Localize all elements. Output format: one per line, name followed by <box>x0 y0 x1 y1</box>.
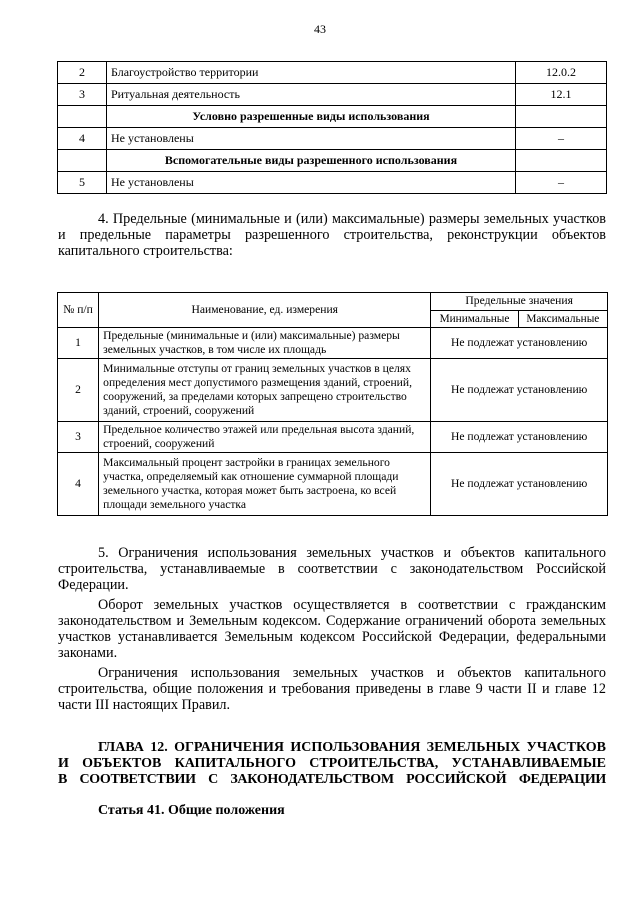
section-5-text: 5. Ограничения использования земельных участков и объектов капитального строительства, устанавливаемые в соответствии с законодательством Российской Федерации. <box>58 545 606 593</box>
article-heading: Статья 41. Общие положения <box>98 803 285 818</box>
table-row <box>58 84 607 106</box>
use-type-name: Не установлены <box>107 128 516 150</box>
parameter-value: Не подлежат установлению <box>431 328 608 359</box>
parameter-value: Не подлежат установлению <box>431 359 608 422</box>
table-row <box>58 422 608 453</box>
section-5-paragraph <box>58 545 606 593</box>
parameter-name: Минимальные отступы от границ земельных участков в целях определения мест допустимого размещения зданий, строений, сооружений, за пределами которых запрещено строительство зданий, строений, сооружений <box>99 359 431 422</box>
row-number: 1 <box>58 328 99 359</box>
empty-cell <box>58 106 107 128</box>
section-4-paragraph <box>58 211 606 259</box>
table-row <box>58 150 607 172</box>
table-row <box>58 172 607 194</box>
chapter-heading-line: В СООТВЕТСТВИИ С ЗАКОНОДАТЕЛЬСТВОМ РОССИЙСКОЙ ФЕДЕРАЦИИ <box>58 772 606 787</box>
table-row <box>58 128 607 150</box>
row-number: 4 <box>58 128 107 150</box>
restrictions-text: Ограничения использования земельных участков и объектов капитального строительства, общие положения и требования приведены в главе 9 части II и главе 12 части III настоящих Правил. <box>58 665 606 713</box>
chapter-heading-line: И ОБЪЕКТОВ КАПИТАЛЬНОГО СТРОИТЕЛЬСТВА, УСТАНАВЛИВАЕМЫЕ <box>58 756 606 771</box>
col-max-header: Максимальные <box>518 310 607 328</box>
parameter-name: Предельное количество этажей или предельная высота зданий, строений, сооружений <box>99 422 431 453</box>
land-use-types-table <box>57 61 607 194</box>
row-number: 2 <box>58 62 107 84</box>
section-4-line: объектов капитального строительства: <box>58 227 607 259</box>
restrictions-paragraph <box>58 665 606 713</box>
limit-parameters-table <box>57 292 608 516</box>
row-number: 4 <box>58 453 99 516</box>
col-name-header: Наименование, ед. измерения <box>99 293 431 328</box>
col-min-header: Минимальные <box>431 310 518 328</box>
turnover-paragraph <box>58 597 606 661</box>
table-row <box>58 62 607 84</box>
use-type-code: – <box>516 172 607 194</box>
table-header-row <box>58 293 608 311</box>
col-limits-header: Предельные значения <box>431 293 608 311</box>
turnover-text: Оборот земельных участков осуществляется в соответствии с гражданским законодательством и Земельным кодексом. Содержание ограничений оборота земельных участков устанавливается Земельным кодексом Российской Федерации, федеральными законами. <box>58 597 606 661</box>
row-number: 2 <box>58 359 99 422</box>
parameter-name: Максимальный процент застройки в границах земельного участка, определяемый как отношение суммарной площади земельного участка, которая может быть застроена, ко всей площади земельного участка <box>99 453 431 516</box>
section-4-line: 4. Предельные (минимальные и (или) максимальные) размеры земельных <box>98 211 549 227</box>
chapter-heading-line: ГЛАВА 12. ОГРАНИЧЕНИЯ ИСПОЛЬЗОВАНИЯ ЗЕМЕЛЬНЫХ УЧАСТКОВ <box>98 740 606 755</box>
table-row <box>58 106 607 128</box>
conditional-uses-header: Условно разрешенные виды использования <box>107 106 516 128</box>
use-type-name: Ритуальная деятельность <box>107 84 516 106</box>
parameter-name: Предельные (минимальные и (или) максимальные) размеры земельных участков, в том числе их площадь <box>99 328 431 359</box>
table-row <box>58 359 608 422</box>
section-4-line: участков и предельные параметры разрешенного строительства, реконструкции <box>58 211 606 243</box>
table-row <box>58 328 608 359</box>
use-type-code: – <box>516 128 607 150</box>
empty-cell <box>516 150 607 172</box>
use-type-name: Благоустройство территории <box>107 62 516 84</box>
empty-cell <box>516 106 607 128</box>
page-number: 43 <box>314 22 326 36</box>
parameter-value: Не подлежат установлению <box>431 453 608 516</box>
chapter-heading <box>58 740 606 788</box>
parameter-value: Не подлежат установлению <box>431 422 608 453</box>
row-number: 3 <box>58 84 107 106</box>
use-type-code: 12.0.2 <box>516 62 607 84</box>
row-number: 5 <box>58 172 107 194</box>
use-type-code: 12.1 <box>516 84 607 106</box>
use-type-name: Не установлены <box>107 172 516 194</box>
table-row <box>58 453 608 516</box>
col-number-header: № п/п <box>58 293 99 328</box>
row-number: 3 <box>58 422 99 453</box>
auxiliary-uses-header: Вспомогательные виды разрешенного использования <box>107 150 516 172</box>
empty-cell <box>58 150 107 172</box>
